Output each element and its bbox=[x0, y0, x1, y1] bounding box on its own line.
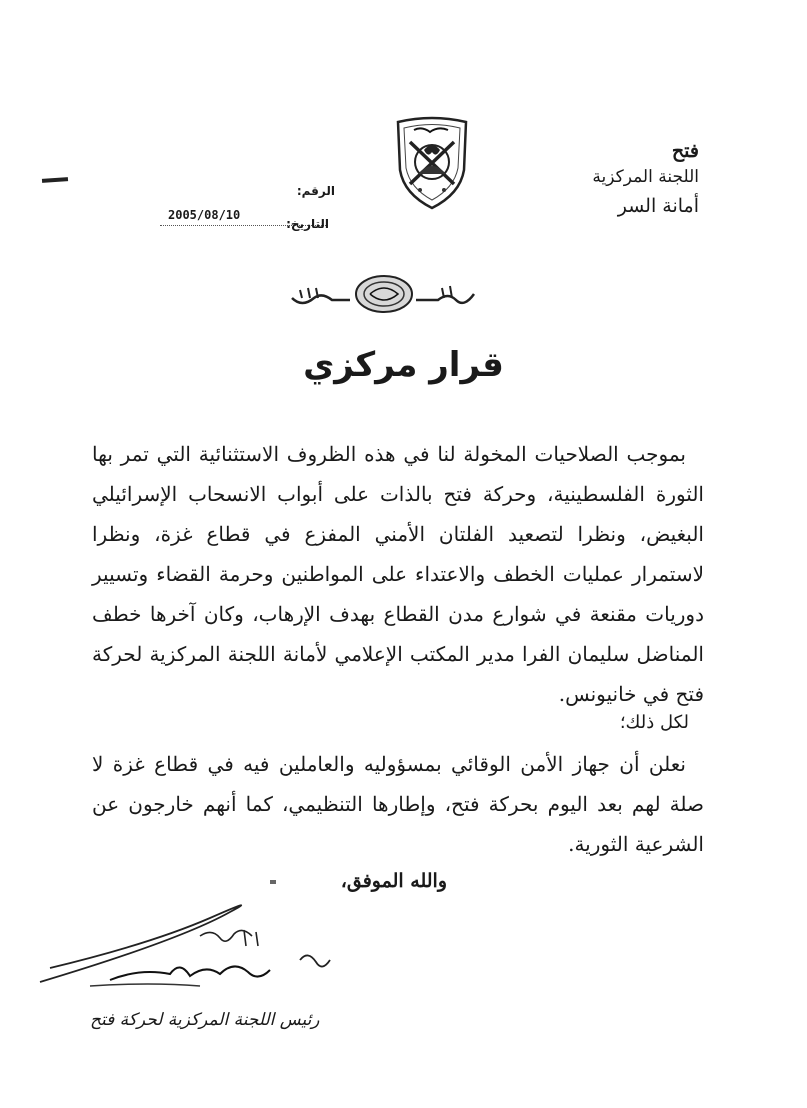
scan-artifact bbox=[270, 880, 276, 884]
fatah-emblem-icon bbox=[390, 112, 474, 212]
document-date: 2005/08/10 bbox=[168, 208, 241, 222]
resolution-heading: لكل ذلك؛ bbox=[619, 712, 689, 733]
org-committee: اللجنة المركزية bbox=[592, 167, 699, 187]
org-name: فتح bbox=[671, 140, 699, 162]
body-paragraph-2: نعلن أن جهاز الأمن الوقائي بمسؤوليه والعاملين فيه في قطاع غزة لا صلة لهم بعد اليوم بحركة فتح، وإطارها التنظيمي، كما أنهم خارجون عن الشرعية الثورية. bbox=[92, 752, 704, 856]
handwritten-signature-icon bbox=[30, 890, 360, 1000]
document-title: قرار مركزي bbox=[303, 345, 504, 385]
signatory-title: رئيس اللجنة المركزية لحركة فتح bbox=[90, 1010, 320, 1030]
reference-label: الرقم: bbox=[296, 184, 335, 198]
closing-line: والله الموفق، bbox=[340, 870, 447, 892]
basmala-calligraphy-icon bbox=[288, 264, 478, 324]
org-secretariat: أمانة السر bbox=[617, 195, 699, 217]
scan-artifact bbox=[42, 177, 68, 183]
date-label: التاريخ: bbox=[286, 217, 329, 231]
body-paragraph-1: بموجب الصلاحيات المخولة لنا في هذه الظروف الاستثنائية التي تمر بها الثورة الفلسطينية، وحركة فتح بالذات على أبواب الانسحاب الإسرائيلي البغيض، ونظرا لتصعيد الفلتان الأمني المفزع في قطاع غزة، ونظرا لاستمرار عمليات الخطف والاعتداء على المواطنين وحرمة القضاء وتسيير دوريات مقنعة في شوارع مدن القطاع بهدف الإرهاب، وكان آخرها خطف المناضل سليمان الفرا مدير المكتب الإعلامي لأمانة اللجنة المركزية لحركة فتح في خانيونس. bbox=[92, 442, 704, 706]
letterhead-organization bbox=[592, 138, 699, 220]
